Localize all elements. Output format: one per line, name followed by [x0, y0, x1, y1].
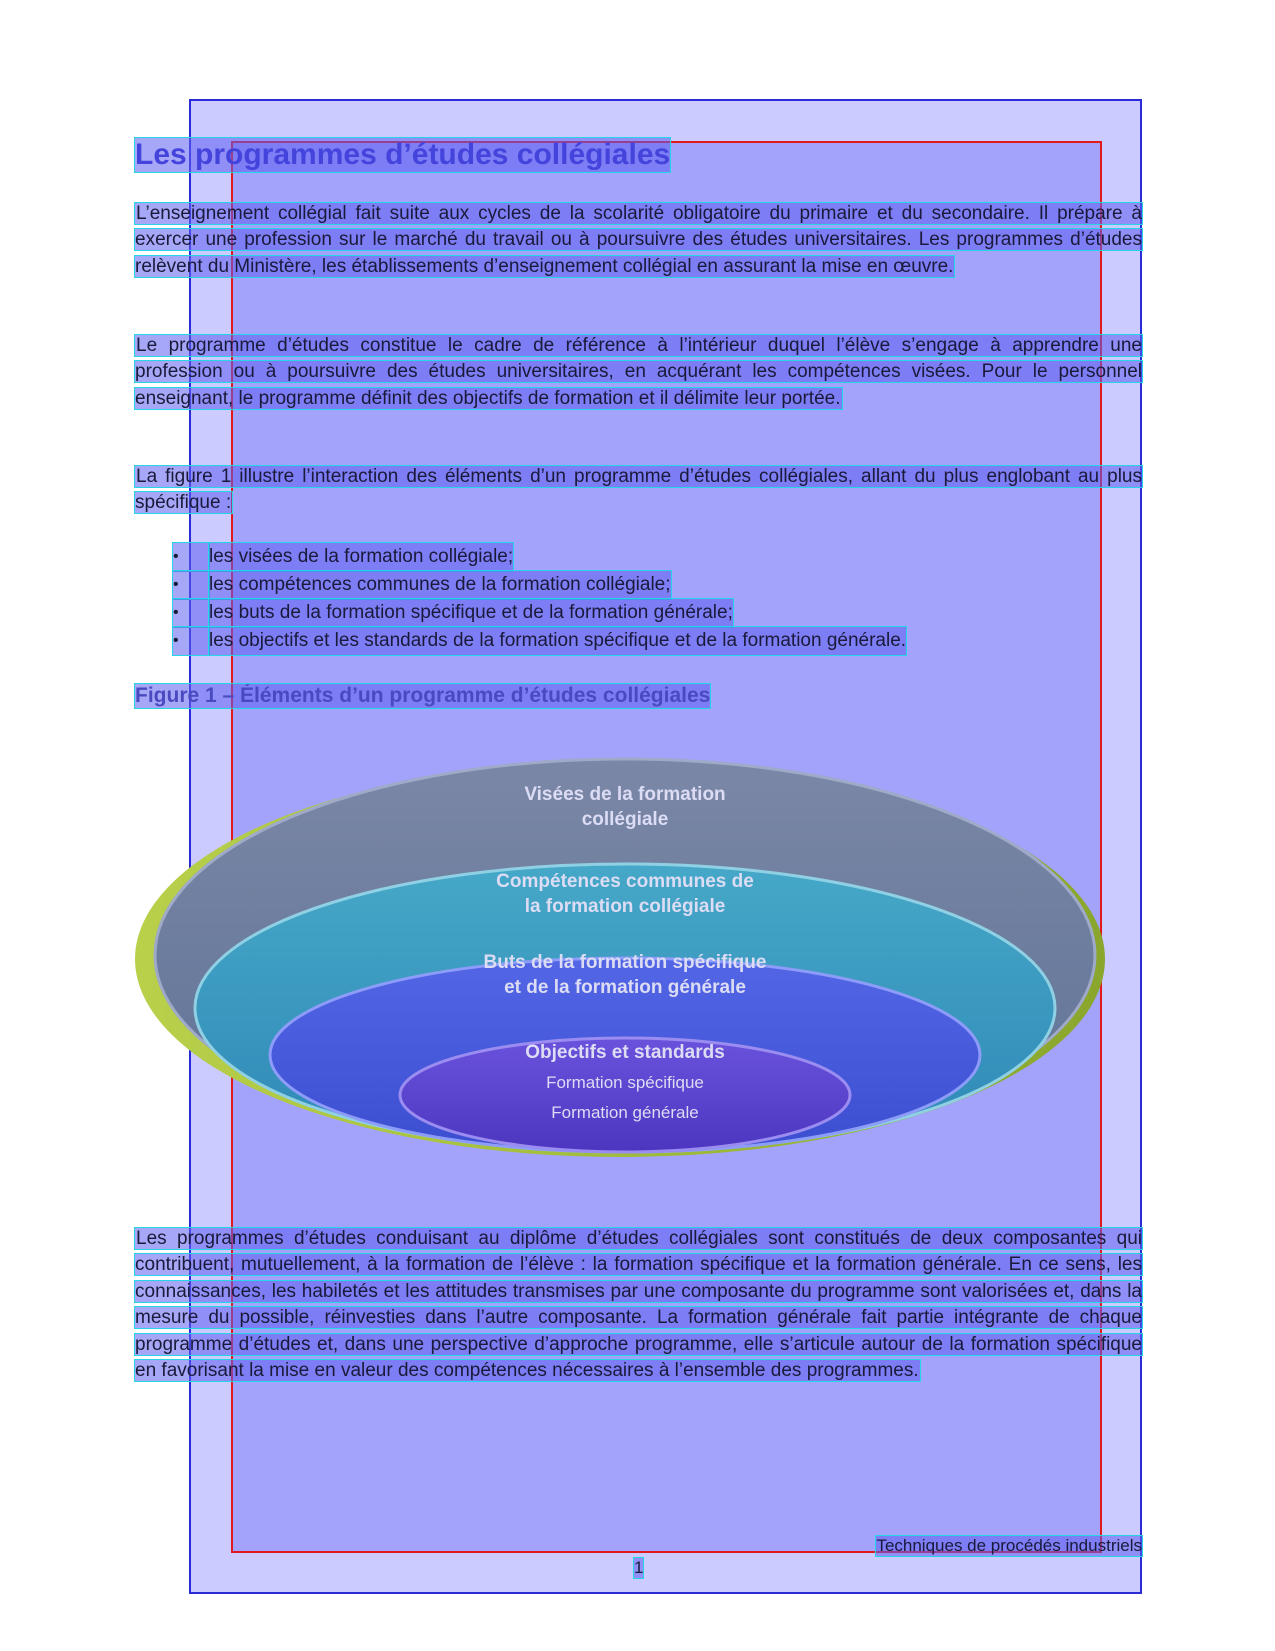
paragraph-components — [135, 1226, 1142, 1384]
list-item — [173, 543, 906, 571]
list-item-text: les buts de la formation spécifique et de la formation générale; — [209, 599, 733, 627]
document-page — [135, 0, 1142, 1651]
list-item — [173, 599, 906, 627]
diagram-level4-line2: Formation spécifique — [546, 1073, 704, 1092]
diagram-level1-line1: Visées de la formation — [524, 784, 726, 805]
paragraph-components-text: Les programmes d’études conduisant au diplôme d’études collégiales sont constitués de deux composantes qui contribuent, mutuellement, à la formation de l’élève : la formation spécifique et la formation générale. En ce sens, les connaissances, les habiletés et les attitudes transmises par une composante du programme sont valorisées et, dans la mesure du possible, réinvesties dans l’autre composante. La formation générale fait partie intégrante de chaque programme d’études et, dans une perspective d’approche programme, elle s’articule autour de la formation spécifique en favorisant la mise en valeur des compétences nécessaires à l’ensemble des programmes. — [135, 1228, 1142, 1382]
bullet-icon: • — [173, 627, 209, 655]
figure-title: Figure 1 – Éléments d’un programme d’études collégiales — [135, 684, 711, 707]
paragraph-figure-intro-text: La figure 1 illustre l’interaction des éléments d’un programme d’études collégiales, allant du plus englobant au plus spécifique : — [135, 466, 1142, 514]
diagram-level2-line2: la formation collégiale — [524, 896, 726, 917]
diagram-level2-line1: Compétences communes de — [496, 871, 754, 892]
diagram-level4-line1: Objectifs et standards — [525, 1042, 725, 1063]
page-title: Les programmes d’études collégiales — [135, 138, 671, 171]
paragraph-intro — [135, 201, 1142, 280]
paragraph-intro-text: L’enseignement collégial fait suite aux cycles de la scolarité obligatoire du primaire et du secondaire. Il prépare à exercer une profession sur le marché du travail ou à poursuivre des études universitaires. Les programmes d’études relèvent du Ministère, les établissements d’enseignement collégial en assurant la mise en œuvre. — [135, 203, 1142, 277]
list-item-text: les compétences communes de la formation collégiale; — [209, 571, 671, 599]
bullet-icon: • — [173, 543, 209, 571]
diagram-level4-line3: Formation générale — [551, 1103, 699, 1122]
footer-program-name: Techniques de procédés industriels — [876, 1536, 1142, 1555]
list-item-text: les objectifs et les standards de la formation spécifique et de la formation générale. — [209, 627, 906, 655]
nested-ellipse-diagram — [135, 745, 1125, 1175]
list-item — [173, 627, 906, 655]
diagram-level1-line2: collégiale — [581, 809, 669, 830]
bullet-icon: • — [173, 571, 209, 599]
paragraph-program-definition-text: Le programme d’études constitue le cadre de référence à l’intérieur duquel l’élève s’engage à apprendre une profession ou à poursuivre des études universitaires, en acquérant les compétences visées. Pour le personnel enseignant, le programme définit des objectifs de formation et il délimite leur portée. — [135, 335, 1142, 409]
diagram-level3-line2: et de la formation générale — [504, 977, 746, 998]
paragraph-figure-intro — [135, 464, 1142, 517]
element-list — [173, 543, 906, 655]
list-item-text: les visées de la formation collégiale; — [209, 543, 513, 571]
diagram-level3-line1: Buts de la formation spécifique — [483, 952, 767, 973]
paragraph-program-definition — [135, 333, 1142, 412]
bullet-icon: • — [173, 599, 209, 627]
list-item — [173, 571, 906, 599]
page-number: 1 — [634, 1558, 644, 1577]
